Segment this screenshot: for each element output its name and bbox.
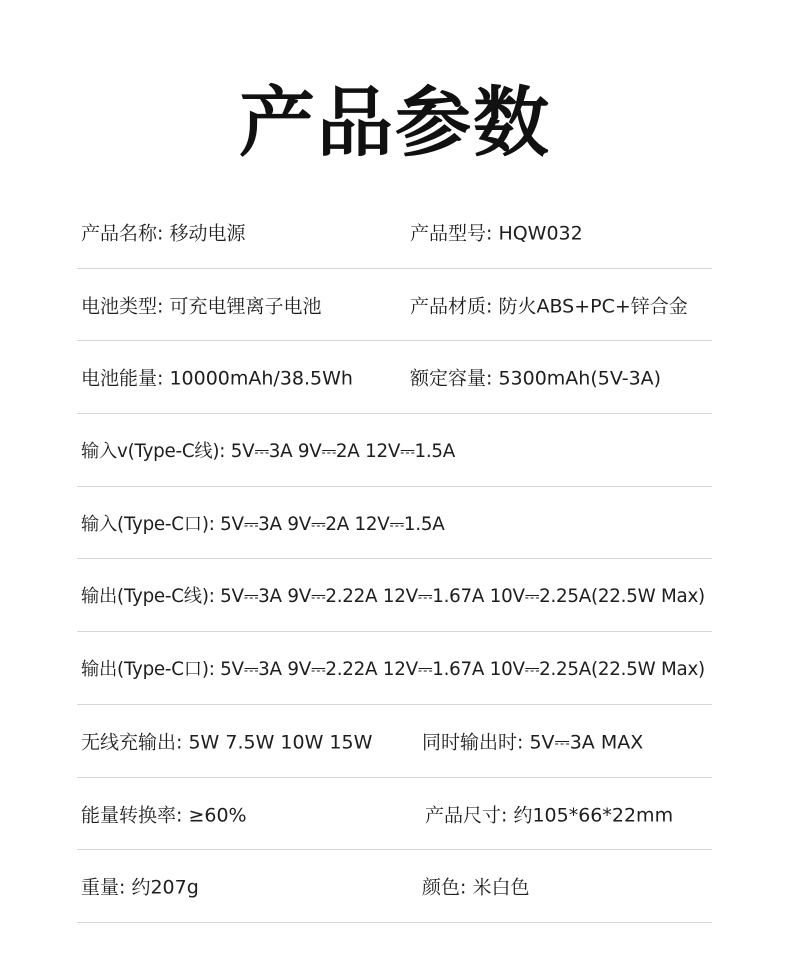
spec-row-weight-color: [77, 850, 712, 923]
spec-conversion-rate: 能量转换率: ≥60%: [81, 804, 247, 826]
spec-weight: 重量: 约207g: [81, 876, 199, 899]
spec-output-port: 输出(Type-C口): 5V⎓3A 9V⎓2.22A 12V⎓1.67A 10V⎓2.25A(22.5W Max): [81, 659, 705, 681]
spec-product-model: 产品型号: HQW032: [410, 222, 583, 245]
spec-row-wireless-simultaneous: [77, 705, 712, 778]
spec-rated-capacity: 额定容量: 5300mAh(5V-3A): [410, 367, 662, 390]
spec-color: 颜色: 米白色: [422, 876, 530, 899]
page-title: 产品参数: [239, 78, 551, 167]
spec-row-output-cable: [77, 559, 712, 632]
spec-row-output-port: [77, 632, 712, 705]
spec-input-cable: 输入v(Type-C线): 5V⎓3A 9V⎓2A 12V⎓1.5A: [81, 441, 456, 463]
spec-row-input-port: [77, 487, 712, 560]
spec-row-energy-capacity: [77, 341, 712, 414]
spec-row-efficiency-size: [77, 778, 712, 851]
spec-product-name: 产品名称: 移动电源: [81, 222, 246, 245]
spec-battery-type: 电池类型: 可充电锂离子电池: [81, 295, 322, 318]
spec-output-cable: 输出(Type-C线): 5V⎓3A 9V⎓2.22A 12V⎓1.67A 10V⎓2.25A(22.5W Max): [81, 586, 705, 608]
spec-material: 产品材质: 防火ABS+PC+锌合金: [410, 295, 688, 318]
spec-table: [77, 196, 712, 923]
spec-row-name-model: [77, 196, 712, 269]
spec-row-battery-material: [77, 269, 712, 342]
spec-product-size: 产品尺寸: 约105*66*22mm: [425, 804, 674, 826]
spec-input-port: 输入(Type-C口): 5V⎓3A 9V⎓2A 12V⎓1.5A: [81, 513, 445, 535]
spec-row-input-cable: [77, 414, 712, 487]
spec-battery-energy: 电池能量: 10000mAh/38.5Wh: [81, 367, 353, 390]
spec-simultaneous-output: 同时输出时: 5V⎓3A MAX: [422, 731, 644, 754]
spec-wireless-output: 无线充输出: 5W 7.5W 10W 15W: [81, 731, 373, 754]
